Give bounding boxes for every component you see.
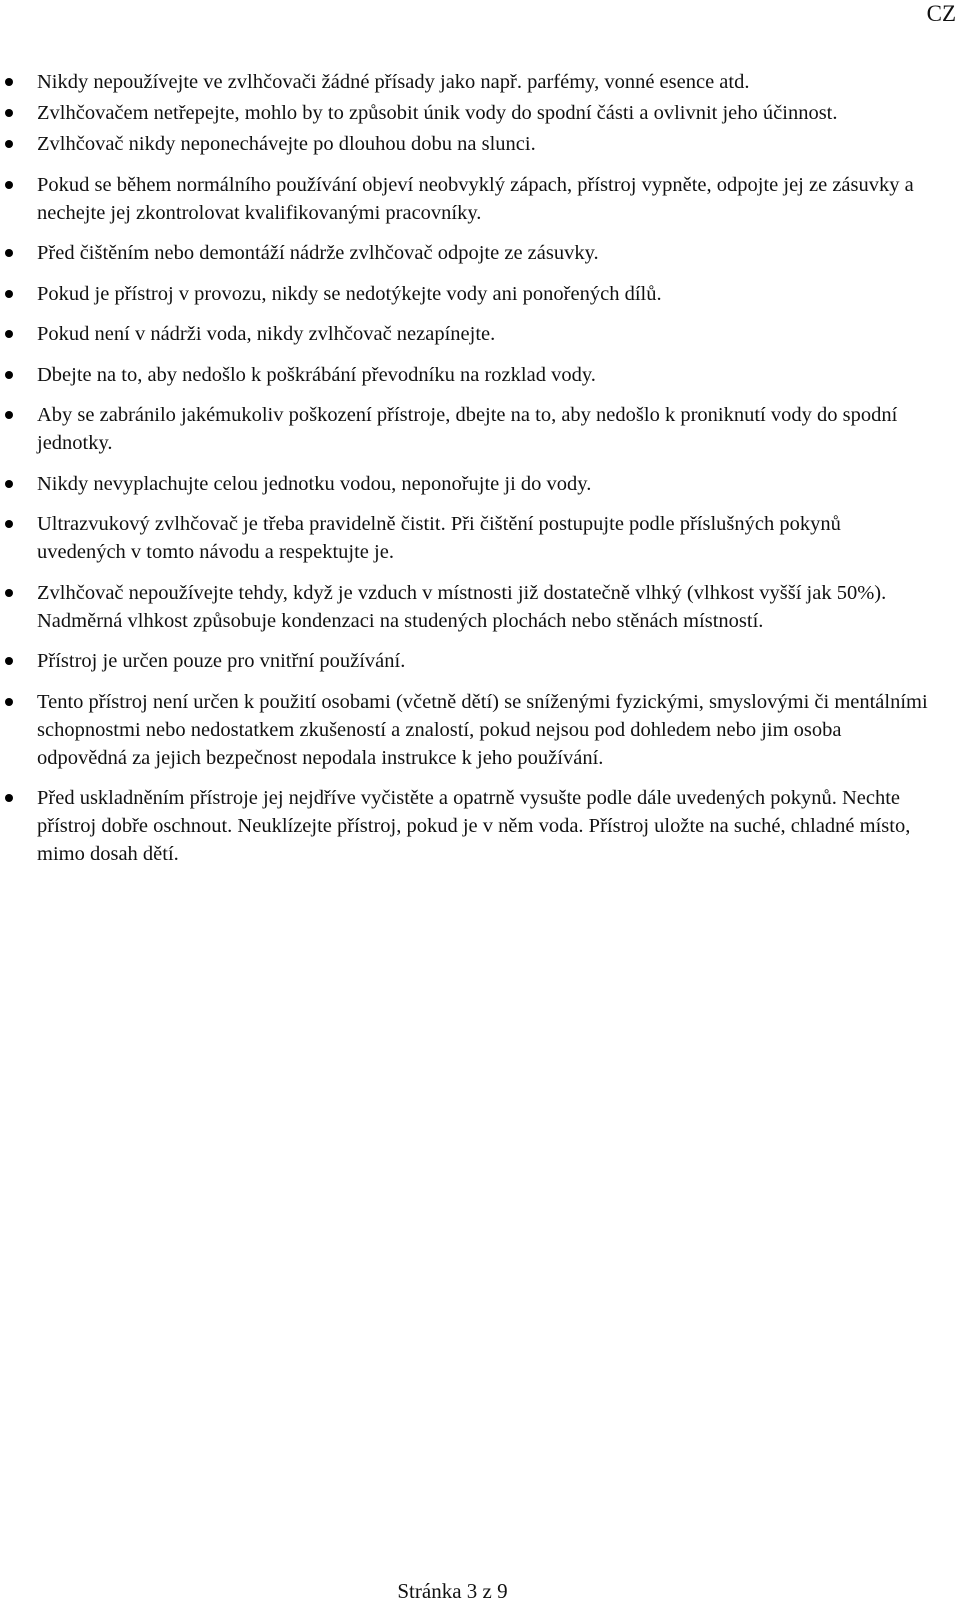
list-item-text: Dbejte na to, aby nedošlo k poškrábání převodníku na rozklad vody. [37, 363, 596, 386]
bullet-icon [5, 78, 13, 86]
page-number: Stránka 3 z 9 [397, 1579, 508, 1603]
bullet-icon [5, 698, 13, 706]
list-item-text: Tento přístroj není určen k použití osobami (včetně dětí) se sníženými fyzickými, smyslovými či mentálními schopnostmi nebo nedostatkem zkušeností a znalostí, pokud nejsou pod dohledem nebo jim osoba odpovědná za jejich bezpečnost nepodala instrukce k jeho používání. [37, 690, 928, 769]
safety-instructions-list [0, 68, 960, 881]
list-item-text: Přístroj je určen pouze pro vnitřní používání. [37, 650, 406, 672]
language-code: CZ [926, 1, 956, 26]
bullet-icon [5, 371, 13, 379]
list-item-text: Před uskladněním přístroje jej nejdříve vyčistěte a opatrně vysušte podle dále uvedených pokynů. Nechte přístroj dobře oschnout. Neuklízejte přístroj, pokud je v něm voda. Přístroj uložte na suché, chladné místo, mimo dosah dětí. [37, 787, 911, 865]
bullet-icon [5, 181, 13, 189]
list-item [0, 130, 960, 158]
bullet-icon [5, 330, 13, 338]
list-item-text: Zvlhčovač nepoužívejte tehdy, když je vzduch v místnosti již dostatečně vlhký (vlhkost vyšší jak 50%). Nadměrná vlhkost způsobuje kondenzaci na studených plochách nebo stěnách místností. [37, 581, 887, 632]
list-item [0, 171, 960, 227]
list-item [0, 688, 960, 772]
bullet-icon [5, 140, 13, 148]
list-item [0, 361, 960, 389]
list-item [0, 280, 960, 308]
list-item [0, 239, 960, 267]
list-item [0, 320, 960, 348]
list-item-text: Zvlhčovačem netřepejte, mohlo by to způsobit únik vody do spodní části a ovlivnit jeho účinnost. [37, 102, 838, 124]
bullet-icon [5, 480, 13, 488]
bullet-icon [5, 657, 13, 665]
list-item [0, 401, 960, 457]
bullet-icon [5, 249, 13, 257]
list-item [0, 647, 960, 675]
list-item [0, 579, 960, 635]
list-item-text: Zvlhčovač nikdy neponechávejte po dlouhou dobu na slunci. [37, 133, 536, 155]
bullet-icon [5, 411, 13, 419]
list-item [0, 784, 960, 868]
bullet-icon [5, 589, 13, 597]
bullet-icon [5, 290, 13, 298]
list-item-text: Pokud není v nádrži voda, nikdy zvlhčovač nezapínejte. [37, 323, 496, 345]
list-item-text: Pokud se během normálního používání objeví neobvyklý zápach, přístroj vypněte, odpojte jej ze zásuvky a nechejte jej zkontrolovat kvalifikovanými pracovníky. [37, 173, 914, 224]
list-item-text: Ultrazvukový zvlhčovač je třeba pravidelně čistit. Při čištění postupujte podle příslušných pokynů uvedených v tomto návodu a respektujte je. [37, 513, 841, 563]
bullet-icon [5, 520, 13, 528]
list-item-text: Pokud je přístroj v provozu, nikdy se nedotýkejte vody ani ponořených dílů. [37, 282, 662, 305]
list-item [0, 470, 960, 498]
list-item-text: Nikdy nevyplachujte celou jednotku vodou, neponořujte ji do vody. [37, 472, 592, 495]
list-item-text: Nikdy nepoužívejte ve zvlhčovači žádné přísady jako např. parfémy, vonné esence atd. [37, 71, 750, 93]
bullet-icon [5, 794, 13, 802]
list-item-text: Před čištěním nebo demontáží nádrže zvlhčovač odpojte ze zásuvky. [37, 242, 599, 264]
list-item-text: Aby se zabránilo jakémukoliv poškození přístroje, dbejte na to, aby nedošlo k proniknutí vody do spodní jednotky. [37, 404, 898, 454]
bullet-icon [5, 109, 13, 117]
list-item [0, 510, 960, 566]
list-item [0, 68, 960, 96]
list-item [0, 99, 960, 127]
